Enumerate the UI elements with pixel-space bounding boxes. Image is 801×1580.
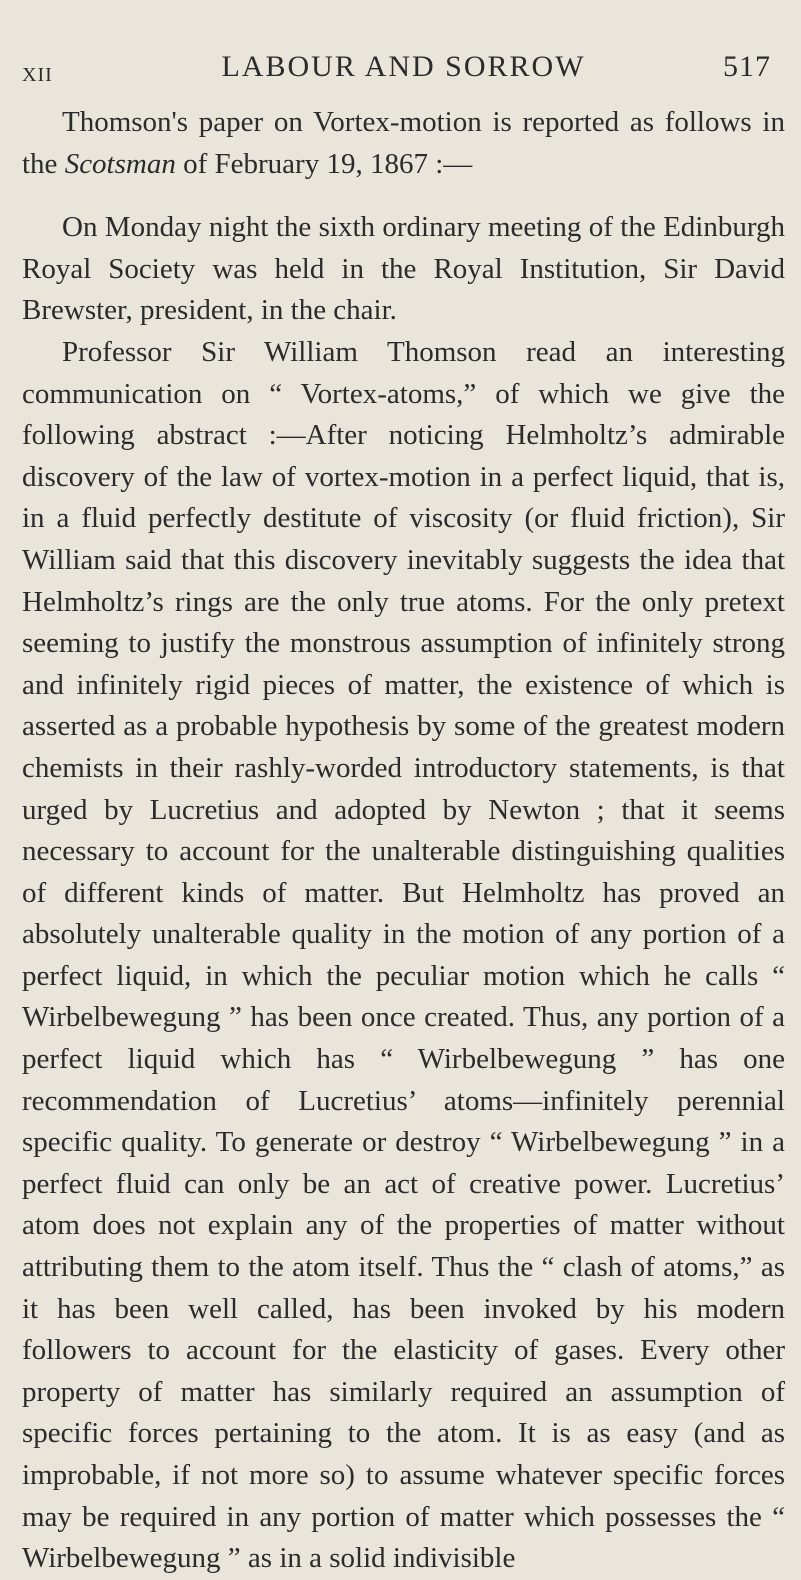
chapter-number: XII xyxy=(22,64,53,86)
intro-after: of February 19, 1867 :— xyxy=(175,147,473,180)
quoted-paragraph-1: On Monday night the sixth ordinary meeting of the Edinburgh Royal Society was held in the Royal Institution, Sir David Brewster, president, in the chair. xyxy=(22,211,785,327)
intro-paragraph xyxy=(22,102,785,185)
quoted-paragraph-2: Professor Sir William Thomson read an interesting communication on “ Vortex-atoms,” of which we give the following abstract :—After noticing Helmholtz’s admirable discovery of the law of vortex-motion in a perfect liquid, that is, in a fluid perfectly destitute of viscosity (or fluid friction), Sir William said that this discovery inevitably suggests the idea that Helmholtz’s rings are the only true atoms. For the only pretext seeming to justify the monstrous assumption of infinitely strong and infinitely rigid pieces of matter, the existence of which is asserted as a probable hypothesis by some of the greatest modern chemists in their rashly-worded introductory statements, is that urged by Lucretius and adopted by Newton ; that it seems necessary to account for the unalterable distinguishing qualities of different kinds of matter. But Helmholtz has proved an absolutely unalterable quality in the motion of any portion of a perfect liquid, in which the peculiar motion which he calls “ Wirbelbewegung ” has been once created. Thus, any portion of a perfect liquid which has “ Wirbelbewegung ” has one recommendation of Lucretius’ atoms—infinitely perennial specific quality. To generate or destroy “ Wirbelbewegung ” in a perfect fluid can only be an act of creative power. Lucretius’ atom does not explain any of the properties of matter without attributing them to the atom itself. Thus the “ clash of atoms,” as it has been well called, has been invoked by his modern followers to account for the elasticity of gases. Every other property of matter has similarly required an assumption of specific forces pertaining to the atom. It is as easy (and as improbable, if not more so) to assume whatever specific forces may be required in any portion of matter which possesses the “ Wirbelbewegung ” as in a solid indivisible xyxy=(22,335,785,1575)
page-number: 517 xyxy=(723,50,771,83)
intro-before: Thomson's paper on Vortex-motion is reported as follows in the xyxy=(22,106,785,180)
running-title: LABOUR AND SORROW xyxy=(221,50,586,83)
newspaper-title: Scotsman xyxy=(64,147,176,180)
body-text xyxy=(22,102,785,1580)
running-head xyxy=(22,50,785,90)
